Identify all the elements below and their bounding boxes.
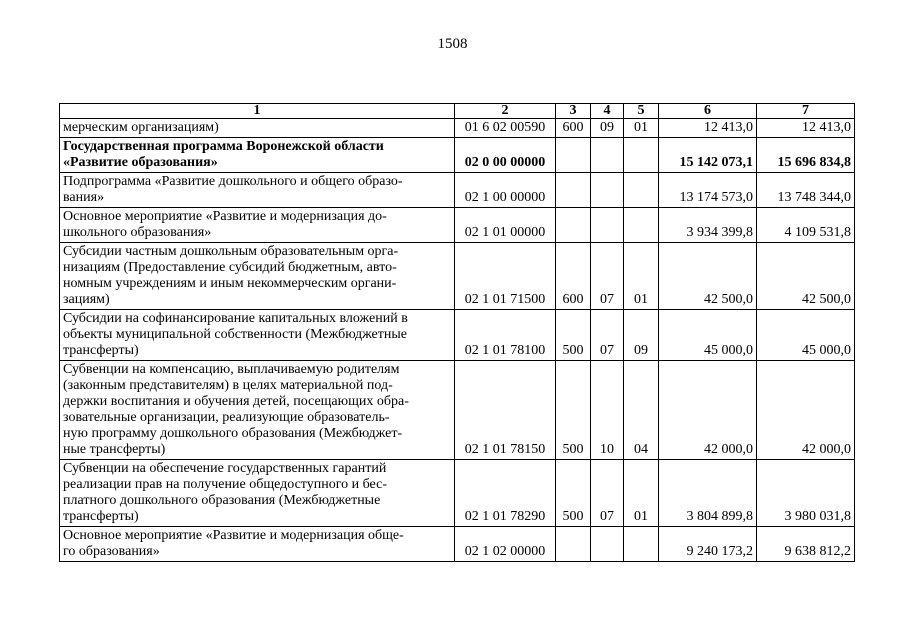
row-value-6: 12 413,0 [659,119,757,138]
row-col-4: 07 [591,310,624,361]
row-code: 02 1 01 78290 [455,460,556,527]
row-name-line: школьного образования» [63,225,212,240]
row-name-line: зациям) [63,292,110,307]
header-col-1: 1 [60,104,455,119]
row-value-7: 4 109 531,8 [757,208,855,243]
row-value-7: 3 980 031,8 [757,460,855,527]
row-col-4 [591,173,624,208]
row-name [60,361,455,460]
row-col-3: 500 [556,310,591,361]
row-name [60,208,455,243]
row-name-line: объекты муниципальной собственности (Межбюджетные [63,327,408,342]
row-value-6: 9 240 173,2 [659,527,757,562]
row-col-5: 09 [624,310,659,361]
row-col-3 [556,173,591,208]
row-col-3: 500 [556,361,591,460]
row-col-4 [591,527,624,562]
header-col-6: 6 [659,104,757,119]
row-col-3: 500 [556,460,591,527]
row-name-line: Субвенции на компенсацию, выплачиваемую родителям [63,362,400,377]
row-col-4: 07 [591,460,624,527]
table-row [60,173,855,208]
header-col-2: 2 [455,104,556,119]
row-name-line: платного дошкольного образования (Межбюджетные [63,493,381,508]
row-name-line: Субсидии частным дошкольным образовательным орга- [63,244,399,259]
row-value-6: 42 000,0 [659,361,757,460]
row-name-line: Государственная программа Воронежской области [63,139,384,154]
row-col-5: 01 [624,460,659,527]
row-name-line: «Развитие образования» [63,155,218,170]
row-value-6: 13 174 573,0 [659,173,757,208]
table-row [60,460,855,527]
row-code: 02 0 00 00000 [455,138,556,173]
row-name-line: Субсидии на софинансирование капитальных вложений в [63,311,408,326]
row-value-7: 42 000,0 [757,361,855,460]
row-value-6: 45 000,0 [659,310,757,361]
header-row [60,104,855,119]
row-name-line: мерческим организациям) [63,120,219,135]
row-col-5: 01 [624,243,659,310]
row-col-4 [591,138,624,173]
row-code: 02 1 00 00000 [455,173,556,208]
row-name-line: держки воспитания и обучения детей, посещающих обра- [63,394,409,409]
row-code: 02 1 01 00000 [455,208,556,243]
row-value-7: 42 500,0 [757,243,855,310]
budget-table [59,103,855,562]
row-code: 01 6 02 00590 [455,119,556,138]
row-name [60,119,455,138]
page-number: 1508 [437,36,468,52]
row-value-7: 12 413,0 [757,119,855,138]
row-col-3 [556,527,591,562]
row-name-line: Субвенции на обеспечение государственных гарантий [63,461,387,476]
table-row [60,138,855,173]
header-col-3: 3 [556,104,591,119]
row-name-line: Подпрограмма «Развитие дошкольного и общего образо- [63,174,403,189]
header-col-7: 7 [757,104,855,119]
row-name-line: трансферты) [63,343,139,358]
row-col-3 [556,208,591,243]
row-value-6: 42 500,0 [659,243,757,310]
row-name-line: Основное мероприятие «Развитие и модернизация до- [63,209,387,224]
row-col-4 [591,208,624,243]
table-row [60,208,855,243]
row-name-line: Основное мероприятие «Развитие и модернизация обще- [63,528,404,543]
row-name [60,460,455,527]
row-name [60,527,455,562]
row-value-6: 3 804 899,8 [659,460,757,527]
row-col-3 [556,138,591,173]
row-name [60,243,455,310]
table-row [60,243,855,310]
row-col-4: 10 [591,361,624,460]
row-name-line: ные трансферты) [63,442,166,457]
table-row [60,310,855,361]
row-code: 02 1 01 78150 [455,361,556,460]
table-row [60,361,855,460]
row-col-4: 07 [591,243,624,310]
row-name-line: (законным представителям) в целях материальной под- [63,378,393,393]
row-code: 02 1 01 78100 [455,310,556,361]
row-col-3: 600 [556,119,591,138]
row-col-5: 01 [624,119,659,138]
row-name [60,173,455,208]
row-name-line: номным учреждениям и иным некоммерческим органи- [63,276,397,291]
row-col-5: 04 [624,361,659,460]
row-name-line: зовательные организации, реализующие образователь- [63,410,390,425]
row-code: 02 1 01 71500 [455,243,556,310]
row-col-5 [624,138,659,173]
row-name [60,310,455,361]
row-col-5 [624,173,659,208]
row-name-line: ную программу дошкольного образования (Межбюджет- [63,426,403,441]
row-value-7: 45 000,0 [757,310,855,361]
row-code: 02 1 02 00000 [455,527,556,562]
table-body [60,119,855,562]
table-row [60,527,855,562]
row-value-6: 3 934 399,8 [659,208,757,243]
row-name [60,138,455,173]
row-value-6: 15 142 073,1 [659,138,757,173]
row-value-7: 15 696 834,8 [757,138,855,173]
row-value-7: 13 748 344,0 [757,173,855,208]
header-col-4: 4 [591,104,624,119]
row-value-7: 9 638 812,2 [757,527,855,562]
header-col-5: 5 [624,104,659,119]
row-col-3: 600 [556,243,591,310]
row-col-5 [624,527,659,562]
row-name-line: вания» [63,190,105,205]
row-name-line: реализации прав на получение общедоступного и бес- [63,477,387,492]
table-row [60,119,855,138]
row-col-4: 09 [591,119,624,138]
row-col-5 [624,208,659,243]
row-name-line: низациям (Предоставление субсидий бюджетным, авто- [63,260,397,275]
row-name-line: го образования» [63,544,160,559]
row-name-line: трансферты) [63,509,139,524]
